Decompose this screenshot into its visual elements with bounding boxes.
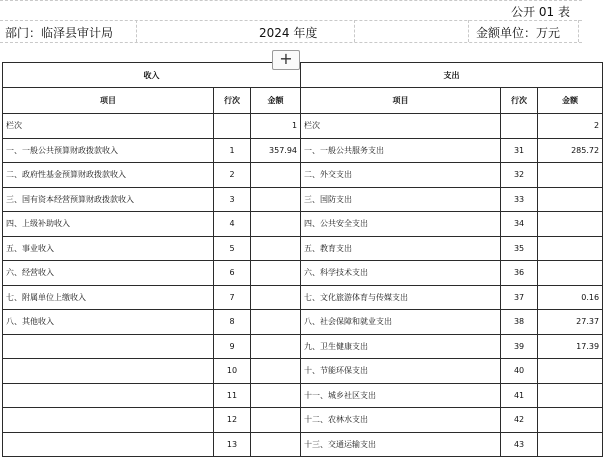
expense-item-cell: 九、卫生健康支出 <box>301 334 501 359</box>
department-label: 部门：临泽县审计局 <box>5 26 114 40</box>
expense-item-cell: 三、国防支出 <box>301 187 501 212</box>
income-item-cell: 五、事业收入 <box>3 236 214 261</box>
dashed-divider <box>468 20 469 42</box>
income-amount-cell <box>251 285 301 310</box>
table-row <box>3 163 603 188</box>
expense-amount-cell <box>538 212 603 237</box>
table-row <box>3 334 603 359</box>
expense-line-cell: 41 <box>501 383 538 408</box>
income-item-cell: 八、其他收入 <box>3 310 214 335</box>
expense-amount-cell <box>538 359 603 384</box>
income-amount-cell: 1 <box>251 114 301 139</box>
dashed-divider <box>354 20 355 42</box>
income-line-cell: 11 <box>214 383 251 408</box>
expense-item-header: 项目 <box>301 88 501 114</box>
income-line-cell: 9 <box>214 334 251 359</box>
income-amount-cell <box>251 432 301 457</box>
expense-section-header: 支出 <box>301 63 603 88</box>
expense-amount-cell <box>538 383 603 408</box>
income-item-cell: 一、一般公共预算财政拨款收入 <box>3 138 214 163</box>
expense-line-cell: 39 <box>501 334 538 359</box>
income-item-cell: 七、附属单位上缴收入 <box>3 285 214 310</box>
amount-unit: 金额单位：万元 <box>476 26 561 40</box>
add-button[interactable]: + <box>272 50 300 70</box>
table-row <box>3 261 603 286</box>
table-row <box>3 383 603 408</box>
expense-item-cell: 十三、交通运输支出 <box>301 432 501 457</box>
expense-line-cell: 36 <box>501 261 538 286</box>
income-line-cell: 6 <box>214 261 251 286</box>
income-item-header: 项目 <box>3 88 214 114</box>
dashed-divider <box>578 20 579 42</box>
expense-item-cell: 二、外交支出 <box>301 163 501 188</box>
income-amount-cell <box>251 359 301 384</box>
income-amount-cell: 357.94 <box>251 138 301 163</box>
income-item-cell: 四、上级补助收入 <box>3 212 214 237</box>
income-line-cell: 5 <box>214 236 251 261</box>
dashed-divider <box>0 0 582 1</box>
expense-amount-cell <box>538 236 603 261</box>
expense-item-cell: 十一、城乡社区支出 <box>301 383 501 408</box>
income-item-cell <box>3 383 214 408</box>
expense-amount-cell <box>538 187 603 212</box>
expense-item-cell: 十、节能环保支出 <box>301 359 501 384</box>
dashed-divider <box>136 20 137 42</box>
expense-item-cell: 四、公共安全支出 <box>301 212 501 237</box>
expense-line-cell: 32 <box>501 163 538 188</box>
income-item-cell: 六、经营收入 <box>3 261 214 286</box>
expense-line-cell: 35 <box>501 236 538 261</box>
fiscal-year: 2024 年度 <box>259 26 318 40</box>
income-amount-cell <box>251 261 301 286</box>
table-row <box>3 408 603 433</box>
table-row <box>3 432 603 457</box>
table-row <box>3 138 603 163</box>
table-row <box>3 236 603 261</box>
income-item-cell <box>3 359 214 384</box>
expense-amount-cell: 285.72 <box>538 138 603 163</box>
expense-item-cell: 七、文化旅游体育与传媒支出 <box>301 285 501 310</box>
expense-amount-cell: 17.39 <box>538 334 603 359</box>
expense-item-cell: 栏次 <box>301 114 501 139</box>
expense-line-header: 行次 <box>501 88 538 114</box>
expense-line-cell: 33 <box>501 187 538 212</box>
expense-line-cell <box>501 114 538 139</box>
expense-line-cell: 42 <box>501 408 538 433</box>
income-item-cell: 二、政府性基金预算财政拨款收入 <box>3 163 214 188</box>
income-line-cell: 10 <box>214 359 251 384</box>
income-line-cell: 7 <box>214 285 251 310</box>
income-line-cell: 4 <box>214 212 251 237</box>
income-section-header: 收入 <box>3 63 301 88</box>
expense-amount-header: 金额 <box>538 88 603 114</box>
expense-line-cell: 38 <box>501 310 538 335</box>
expense-line-cell: 40 <box>501 359 538 384</box>
income-item-cell: 三、国有资本经营预算财政拨款收入 <box>3 187 214 212</box>
income-item-cell <box>3 408 214 433</box>
income-line-cell: 8 <box>214 310 251 335</box>
income-amount-cell <box>251 187 301 212</box>
expense-line-cell: 31 <box>501 138 538 163</box>
income-line-cell <box>214 114 251 139</box>
dashed-divider <box>0 42 582 43</box>
expense-line-cell: 34 <box>501 212 538 237</box>
dashed-divider <box>0 20 582 21</box>
table-row <box>3 187 603 212</box>
expense-amount-cell <box>538 432 603 457</box>
expense-item-cell: 五、教育支出 <box>301 236 501 261</box>
income-line-cell: 12 <box>214 408 251 433</box>
income-line-cell: 1 <box>214 138 251 163</box>
income-item-cell <box>3 334 214 359</box>
expense-amount-cell <box>538 408 603 433</box>
expense-item-cell: 八、社会保障和就业支出 <box>301 310 501 335</box>
income-amount-cell <box>251 408 301 433</box>
income-amount-cell <box>251 310 301 335</box>
income-line-cell: 13 <box>214 432 251 457</box>
income-amount-cell <box>251 236 301 261</box>
income-amount-header: 金额 <box>251 88 301 114</box>
table-row <box>3 285 603 310</box>
budget-table <box>2 62 603 457</box>
table-row <box>3 310 603 335</box>
income-line-cell: 3 <box>214 187 251 212</box>
income-amount-cell <box>251 334 301 359</box>
expense-amount-cell <box>538 163 603 188</box>
expense-line-cell: 37 <box>501 285 538 310</box>
income-amount-cell <box>251 163 301 188</box>
expense-line-cell: 43 <box>501 432 538 457</box>
expense-item-cell: 六、科学技术支出 <box>301 261 501 286</box>
expense-item-cell: 十二、农林水支出 <box>301 408 501 433</box>
income-amount-cell <box>251 212 301 237</box>
report-header <box>0 0 582 42</box>
form-number: 公开 01 表 <box>511 5 570 19</box>
table-row <box>3 359 603 384</box>
income-item-cell <box>3 432 214 457</box>
expense-amount-cell: 27.37 <box>538 310 603 335</box>
table-row <box>3 212 603 237</box>
income-amount-cell <box>251 383 301 408</box>
expense-amount-cell: 0.16 <box>538 285 603 310</box>
income-line-header: 行次 <box>214 88 251 114</box>
expense-item-cell: 一、一般公共服务支出 <box>301 138 501 163</box>
expense-amount-cell: 2 <box>538 114 603 139</box>
expense-amount-cell <box>538 261 603 286</box>
table-row <box>3 114 603 139</box>
income-item-cell: 栏次 <box>3 114 214 139</box>
income-line-cell: 2 <box>214 163 251 188</box>
